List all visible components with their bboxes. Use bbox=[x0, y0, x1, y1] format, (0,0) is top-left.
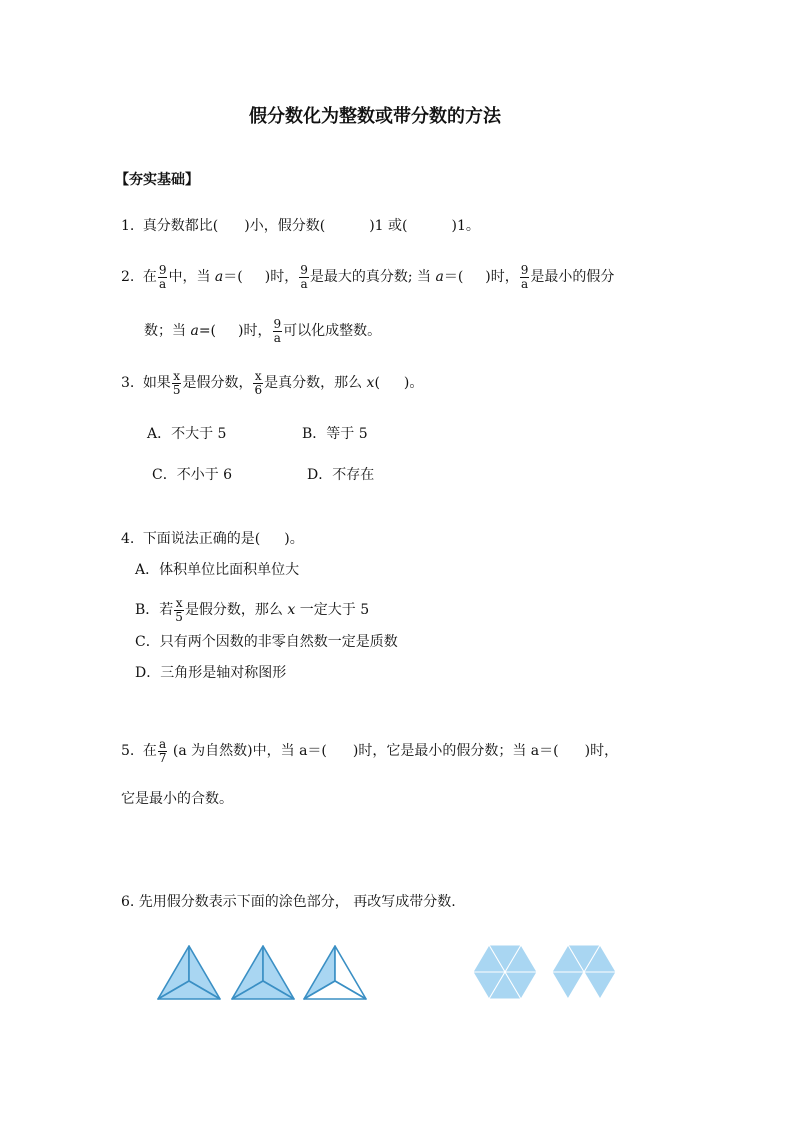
question-2-line-2 bbox=[144, 318, 381, 344]
q3-option-b: B．等于 5 bbox=[302, 426, 368, 442]
question-2 bbox=[121, 264, 614, 290]
q5-text: )时，它是最小的假分数；当 a＝( bbox=[352, 743, 559, 760]
q2-text: 是最小的假分 bbox=[530, 269, 615, 286]
q4-option-b-text: 一定大于 5 bbox=[295, 602, 370, 619]
variable-a: a bbox=[435, 269, 444, 286]
q3-option-c: C．不小于 6 bbox=[152, 467, 233, 483]
q1-text-4: )1。 bbox=[451, 218, 480, 234]
question-5 bbox=[121, 738, 618, 764]
q3-text: 是真分数，那么 bbox=[264, 375, 367, 392]
variable-x: x bbox=[366, 375, 375, 392]
q3-text: ( bbox=[374, 375, 380, 392]
q2-text: )时， bbox=[264, 269, 299, 286]
question-1 bbox=[121, 219, 480, 233]
q4-option-d: D．三角形是轴对称图形 bbox=[135, 665, 287, 681]
hexagon-figure-2 bbox=[551, 944, 617, 1002]
q2-text: 在 bbox=[142, 269, 157, 286]
q4-stem: 下面说法正确的是( bbox=[142, 531, 261, 547]
question-number: 1. bbox=[121, 218, 135, 234]
question-number: 4. bbox=[121, 531, 135, 547]
q2-text: 可以化成整数。 bbox=[283, 323, 382, 340]
question-6: 6. 先用假分数表示下面的涂色部分， 再改写成带分数. bbox=[121, 894, 456, 910]
question-5-line-2: 它是最小的合数。 bbox=[121, 791, 233, 807]
q3-text: 是假分数， bbox=[182, 375, 253, 392]
q3-text: 如果 bbox=[142, 375, 171, 392]
fraction-9-over-a: $\frac{9}{a}$ bbox=[300, 263, 308, 291]
question-number: 2. bbox=[121, 269, 135, 286]
q4-option-b bbox=[135, 597, 369, 623]
q2-text: ＝( bbox=[223, 269, 243, 286]
triangle-figure-2 bbox=[230, 944, 296, 1002]
question-4 bbox=[121, 532, 304, 546]
fraction-x-over-5: $\frac{x}{5}$ bbox=[175, 596, 183, 624]
q2-text: ＝( bbox=[443, 269, 464, 286]
question-number: 5. bbox=[121, 743, 135, 760]
q1-text-2: )小，假分数( bbox=[244, 218, 326, 234]
q4-stem: )。 bbox=[284, 531, 304, 547]
triangle-figure-1 bbox=[156, 944, 222, 1002]
q2-text: )时， bbox=[485, 269, 519, 286]
section-heading: 【夯实基础】 bbox=[115, 172, 199, 188]
fraction-9-over-a: $\frac{9}{a}$ bbox=[520, 263, 529, 291]
q2-text: 是最大的真分数; 当 bbox=[309, 269, 436, 286]
q3-option-a: A．不大于 5 bbox=[147, 426, 227, 442]
question-number: 3. bbox=[121, 375, 135, 392]
triangle-figure-3 bbox=[302, 944, 368, 1002]
fraction-9-over-a: $\frac{9}{a}$ bbox=[273, 317, 282, 345]
hexagon-figure-1 bbox=[472, 944, 538, 1002]
q5-text: 在 bbox=[142, 743, 157, 760]
fraction-x-over-5: $\frac{x}{5}$ bbox=[172, 369, 181, 397]
variable-x: x bbox=[287, 602, 296, 619]
q5-text: )时， bbox=[584, 743, 619, 760]
q1-text-3: )1 或( bbox=[369, 218, 408, 234]
q1-text-1: 真分数都比( bbox=[142, 218, 219, 234]
q4-option-b-text: 是假分数，那么 bbox=[184, 602, 288, 619]
q4-option-b-text: B．若 bbox=[135, 602, 174, 619]
question-3 bbox=[121, 370, 423, 396]
q3-text: )。 bbox=[403, 375, 424, 392]
q2-text: 中，当 bbox=[168, 269, 215, 286]
variable-a: a bbox=[214, 269, 224, 286]
fraction-x-over-6: $\frac{x}{6}$ bbox=[254, 369, 263, 397]
q3-option-d: D．不存在 bbox=[307, 467, 375, 483]
q5-text: (a 为自然数)中，当 a＝( bbox=[168, 743, 327, 760]
fraction-9-over-a: $\frac{9}{a}$ bbox=[158, 263, 167, 291]
q2-text: =( bbox=[198, 323, 217, 340]
fraction-a-over-7: $\frac{a}{7}$ bbox=[158, 737, 167, 765]
variable-a: a bbox=[190, 323, 199, 340]
page-title: 假分数化为整数或带分数的方法 bbox=[249, 106, 501, 127]
q4-option-a: A．体积单位比面积单位大 bbox=[135, 562, 300, 578]
q2-text: )时， bbox=[238, 323, 272, 340]
q2-text: 数；当 bbox=[144, 323, 191, 340]
q4-option-c: C．只有两个因数的非零自然数一定是质数 bbox=[135, 634, 398, 650]
